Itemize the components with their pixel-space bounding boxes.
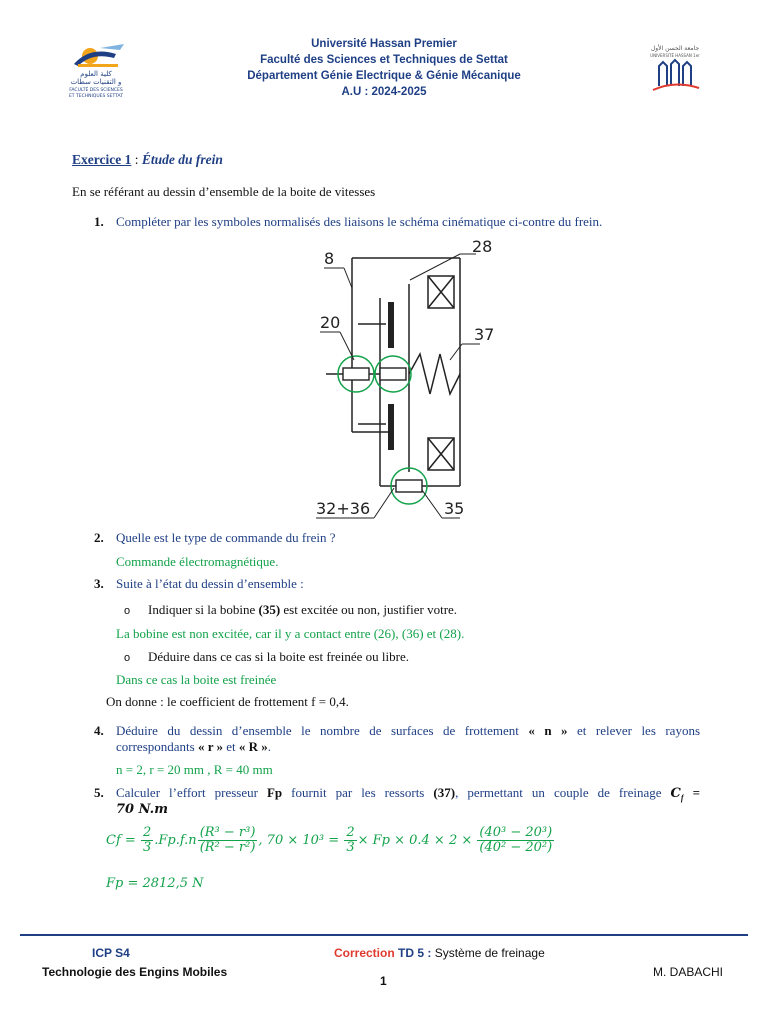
course-code: ICP S4: [92, 946, 130, 960]
footer-divider: [20, 934, 748, 936]
label-32-36: 32+36: [316, 499, 371, 518]
author-name: M. DABACHI: [653, 965, 724, 979]
kinematic-diagram: [310, 236, 500, 520]
svg-text:ET TECHNIQUES SETTAT: ET TECHNIQUES SETTAT: [68, 94, 124, 99]
answer-4: n = 2, r = 20 mm , R = 40 mm: [116, 762, 273, 777]
footer-title: Correction TD 5 : Système de freinage: [334, 946, 545, 960]
question-3a: o Indiquer si la bobine (35) est excitée ou non, justifier votre.: [124, 602, 458, 617]
question-5-value: 70 N.m: [116, 802, 168, 817]
svg-text:FACULTÉ DES SCIENCES: FACULTÉ DES SCIENCES: [69, 88, 123, 93]
page-number: 1: [380, 974, 387, 988]
exercise-subject: Étude du frein: [141, 152, 223, 167]
question-2: 2. Quelle est le type de commande du frein ?: [94, 530, 336, 545]
brake-torque-formula: Cf = $\frac{2}{3}$ .Fp.f.n $\frac{\text{(R³ − r³)}}{\text{(R² − r²)}}$ , 70 × 10³ = $\frac{2}{3}$ × Fp × 0.4 × 2 × $\frac{\text{(40³ − 20³)}}{\text{(40² − 20²)}}$: [106, 825, 553, 855]
question-3: 3. Suite à l’état du dessin d’ensemble :: [94, 576, 304, 591]
label-37: 37: [474, 325, 495, 344]
course-name: Technologie des Engins Mobiles: [42, 965, 228, 979]
answer-5: Fp = 2812,5 N: [106, 876, 204, 891]
university-name: Université Hassan Premier: [311, 38, 457, 50]
svg-text:UNIVERSITÉ HASSAN 1er: UNIVERSITÉ HASSAN 1er: [650, 53, 700, 58]
question-3b: o Déduire dans ce cas si la boite est freinée ou libre.: [124, 649, 409, 664]
svg-text:و التقنيات سطات: و التقنيات سطات: [70, 78, 122, 86]
exercise-title: Exercice 1 : Étude du frein: [72, 152, 223, 167]
exercise-label: Exercice 1: [72, 152, 132, 167]
label-35: 35: [444, 499, 465, 518]
question-1: 1. Compléter par les symboles normalisés des liaisons le schéma cinématique ci-contre du frein.: [94, 214, 603, 229]
svg-text:جامعة الحسن الأول: جامعة الحسن الأول: [650, 45, 700, 52]
academic-year: A.U : 2024-2025: [341, 86, 427, 98]
exercise-intro: En se référant au dessin d’ensemble de la boite de vitesses: [72, 184, 376, 199]
answer-2: Commande électromagnétique.: [116, 554, 279, 569]
question-4-line2: correspondants « r » et « R ».: [116, 739, 272, 754]
question-4-line1: 4. Déduire du dessin d’ensemble le nombre de surfaces de frottement « n » et relever les rayons: [94, 723, 701, 738]
label-28: 28: [472, 237, 493, 256]
given-data: On donne : le coefficient de frottement f = 0,4.: [106, 694, 349, 709]
document-header: [0, 36, 768, 100]
department-name: Département Génie Electrique & Génie Mécanique: [247, 70, 521, 82]
answer-3a: La bobine est non excitée, car il y a contact entre (26), (36) et (28).: [116, 626, 465, 641]
label-8: 8: [324, 249, 335, 268]
question-5-line1: 5. Calculer l’effort presseur Fp fournit par les ressorts (37), permettant un couple de freinage $C_f$ =: [94, 785, 700, 803]
svg-text:كلية العلوم: كلية العلوم: [80, 70, 112, 78]
answer-3b: Dans ce cas la boite est freinée: [116, 672, 277, 687]
faculty-name: Faculté des Sciences et Techniques de Settat: [260, 54, 508, 66]
label-20: 20: [320, 313, 341, 332]
